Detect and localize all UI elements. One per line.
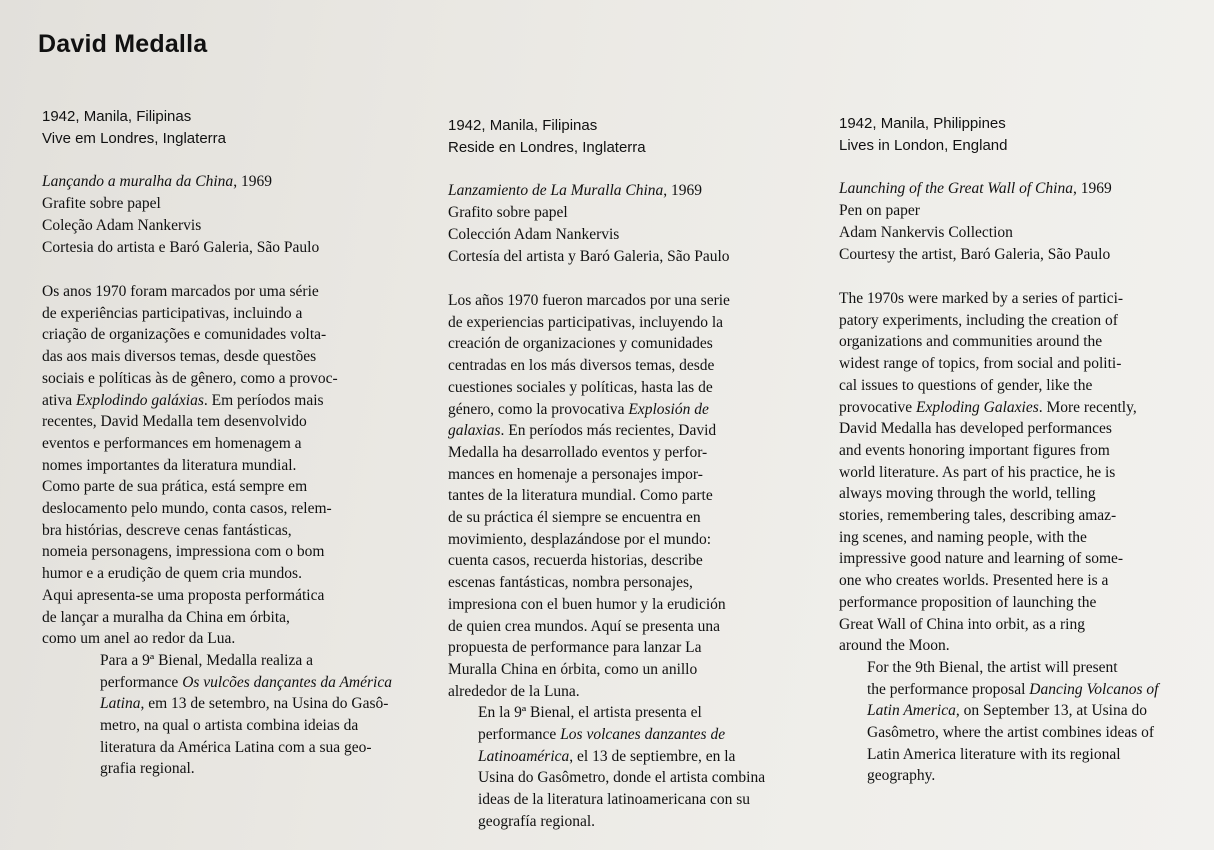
residence-line: Reside en Londres, Inglaterra — [448, 138, 646, 156]
paragraph-1 — [42, 281, 392, 650]
text-line: Como parte de sua prática, está sempre em — [42, 478, 308, 496]
text-line: creación de organizaciones y comunidades — [448, 335, 713, 353]
text-line: nomeia personagens, impressiona com o bom — [42, 543, 325, 561]
italic-title: Exploding Galaxies — [916, 398, 1039, 416]
italic-title: Explosión de — [628, 400, 709, 418]
column-portuguese — [42, 106, 392, 780]
work-title-line — [448, 180, 798, 202]
text-line: Para a 9ª Bienal, Medalla realiza a — [100, 651, 313, 669]
paragraph-2 — [839, 657, 1189, 787]
text-line: performance Os vulcões dançantes da América — [100, 673, 392, 691]
paragraph-2 — [448, 702, 798, 832]
medium-line: Pen on paper — [839, 202, 920, 219]
text-line: organizations and communities around the — [839, 333, 1103, 351]
work-title-line — [839, 178, 1189, 200]
italic-title: galaxias — [448, 422, 501, 440]
work-title-line — [42, 171, 392, 193]
paragraph-1 — [839, 288, 1189, 657]
text-line: metro, na qual o artista combina ideias da — [100, 717, 359, 735]
text-line: ideas de la literatura latinoamericana con su — [478, 791, 750, 809]
courtesy-line: Cortesía del artista y Baró Galeria, São Paulo — [448, 248, 730, 265]
work-title: Lanzamiento de La Muralla China — [448, 182, 664, 199]
work-year: , 1969 — [233, 173, 272, 190]
bio-block — [448, 115, 798, 158]
text-line: cuestiones sociales y políticas, hasta las de — [448, 378, 713, 396]
text-line: For the 9th Bienal, the artist will present — [867, 658, 1118, 676]
text-line: David Medalla has developed performances — [839, 420, 1112, 438]
text-line: Os anos 1970 foram marcados por uma série — [42, 283, 319, 300]
text-line: geography. — [867, 767, 936, 785]
text-line: género, como la provocativa Explosión de — [448, 400, 709, 418]
text-line: stories, remembering tales, describing amaz- — [839, 507, 1117, 525]
text-line: Medalla ha desarrollado eventos y perfor- — [448, 443, 708, 461]
text-line: performance Los volcanes danzantes de — [478, 726, 726, 744]
column-english — [839, 113, 1189, 787]
text-line: literatura da América Latina com a sua geo- — [100, 738, 372, 756]
collection-line: Coleção Adam Nankervis — [42, 217, 202, 234]
text-line: around the Moon. — [839, 637, 950, 655]
artist-name: David Medalla — [38, 30, 208, 58]
bio-block — [42, 106, 392, 149]
paragraph-1 — [448, 290, 798, 702]
text-line: Los años 1970 fueron marcados por una serie — [448, 292, 730, 309]
text-line: widest range of topics, from social and politi- — [839, 355, 1122, 373]
text-line: geografía regional. — [478, 812, 596, 830]
italic-title: Dancing Volcanos of — [1029, 680, 1159, 698]
text-line: Gasômetro, where the artist combines ideas of — [867, 724, 1155, 742]
text-line: das aos mais diversos temas, desde questões — [42, 348, 317, 366]
work-block — [448, 180, 798, 268]
text-line: grafia regional. — [100, 760, 195, 778]
text-line: eventos e performances em homenagem a — [42, 434, 302, 452]
text-line: world literature. As part of his practice, he is — [839, 463, 1116, 481]
text-line: Latinoamérica, el 13 de septiembre, en la — [478, 747, 736, 765]
text-line: impresiona con el buen humor y la erudición — [448, 595, 726, 613]
work-block — [839, 178, 1189, 266]
medium-line: Grafite sobre papel — [42, 195, 161, 212]
text-line: recentes, David Medalla tem desenvolvido — [42, 413, 307, 431]
text-line: one who creates worlds. Presented here is a — [839, 572, 1109, 590]
text-line: Great Wall of China into orbit, as a ring — [839, 615, 1085, 633]
text-line: mances en homenaje a personajes impor- — [448, 465, 703, 483]
text-line: the performance proposal Dancing Volcanos of — [867, 680, 1159, 698]
work-block — [42, 171, 392, 259]
text-line: Aqui apresenta-se uma proposta performática — [42, 586, 325, 604]
italic-title: Latina — [100, 695, 141, 713]
text-line: performance proposition of launching the — [839, 593, 1097, 611]
italic-title: Latinoamérica — [478, 747, 570, 765]
collection-line: Adam Nankervis Collection — [839, 224, 1013, 241]
text-line: Latina, em 13 de setembro, na Usina do Gasô- — [100, 695, 389, 713]
text-line: The 1970s were marked by a series of partici- — [839, 290, 1124, 307]
text-line: Latin America literature with its regional — [867, 745, 1121, 763]
text-line: de experiencias participativas, incluyendo la — [448, 313, 724, 331]
text-line: cal issues to questions of gender, like the — [839, 376, 1093, 394]
text-line: always moving through the world, telling — [839, 485, 1096, 503]
text-line: deslocamento pelo mundo, conta casos, relem- — [42, 500, 332, 518]
text-line: propuesta de performance para lanzar La — [448, 639, 702, 657]
work-year: , 1969 — [1072, 180, 1112, 197]
text-line: de experiências participativas, incluindo a — [42, 304, 303, 322]
italic-title: Los volcanes danzantes de — [560, 726, 726, 744]
work-year: , 1969 — [663, 182, 703, 199]
courtesy-line: Cortesia do artista e Baró Galeria, São Paulo — [42, 239, 320, 256]
birth-line: 1942, Manila, Philippines — [839, 115, 1006, 132]
text-line: En la 9ª Bienal, el artista presenta el — [478, 704, 702, 722]
courtesy-line: Courtesy the artist, Baró Galeria, São Paulo — [839, 246, 1111, 263]
column-spanish — [448, 115, 798, 833]
birth-line: 1942, Manila, Filipinas — [42, 108, 192, 125]
text-line: tantes de la literatura mundial. Como parte — [448, 487, 713, 505]
text-line: patory experiments, including the creation of — [839, 311, 1118, 329]
text-line: de quien crea mundos. Aquí se presenta una — [448, 617, 721, 635]
italic-title: Explodindo galáxias — [76, 391, 204, 409]
text-line: sociais e políticas às de gênero, como a provoc- — [42, 369, 338, 387]
text-line: movimiento, desplazándose por el mundo: — [448, 530, 712, 548]
text-line: Muralla China en órbita, como un anillo — [448, 660, 698, 678]
work-title: Lançando a muralha da China — [42, 173, 234, 190]
residence-line: Lives in London, England — [839, 136, 1008, 154]
paragraph-2 — [42, 650, 392, 780]
text-line: centradas en los más diversos temas, desde — [448, 357, 715, 375]
italic-title: Latin America — [867, 702, 956, 720]
text-line: and events honoring important figures from — [839, 441, 1110, 459]
text-line: galaxias. En períodos más recientes, David — [448, 422, 717, 440]
text-line: bra histórias, descreve cenas fantásticas, — [42, 521, 292, 539]
text-line: como um anel ao redor da Lua. — [42, 630, 236, 648]
text-line: criação de organizações e comunidades volta- — [42, 326, 327, 344]
text-line: ing scenes, and naming people, with the — [839, 528, 1087, 546]
medium-line: Grafito sobre papel — [448, 204, 568, 221]
text-line: alrededor de la Luna. — [448, 682, 580, 700]
work-title: Launching of the Great Wall of China — [839, 180, 1073, 197]
birth-line: 1942, Manila, Filipinas — [448, 117, 598, 134]
bio-block — [839, 113, 1189, 156]
collection-line: Colección Adam Nankervis — [448, 226, 620, 243]
text-line: de su práctica él siempre se encuentra en — [448, 509, 701, 527]
text-line: humor e a erudição de quem cria mundos. — [42, 565, 302, 583]
text-line: ativa Explodindo galáxias. Em períodos mais — [42, 391, 324, 409]
text-line: Latin America, on September 13, at Usina do — [867, 702, 1147, 720]
text-line: cuenta casos, recuerda historias, describe — [448, 552, 703, 570]
residence-line: Vive em Londres, Inglaterra — [42, 129, 226, 147]
italic-title: Os vulcões dançantes da América — [182, 673, 392, 691]
text-line: nomes importantes da literatura mundial. — [42, 456, 297, 474]
text-line: escenas fantásticas, nombra personajes, — [448, 574, 693, 592]
text-line: impressive good nature and learning of some- — [839, 550, 1124, 568]
text-line: Usina do Gasômetro, donde el artista combina — [478, 769, 766, 787]
text-line: de lançar a muralha da China em órbita, — [42, 608, 290, 626]
text-line: provocative Exploding Galaxies. More recently, — [839, 398, 1137, 416]
